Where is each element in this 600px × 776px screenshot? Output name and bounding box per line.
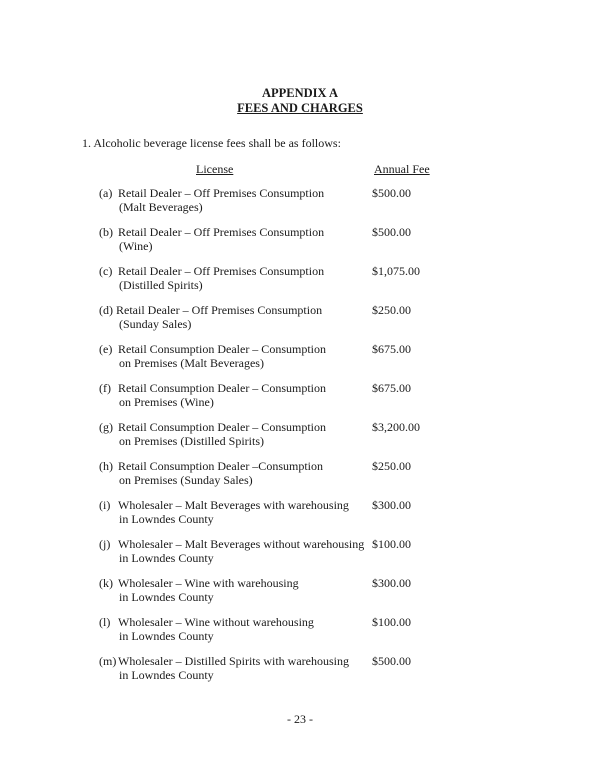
license-detail: on Premises (Malt Beverages) [119,356,264,370]
license-name: Retail Consumption Dealer – Consumption [118,420,326,434]
annual-fee-value: $300.00 [372,498,411,512]
fee-row [0,381,600,411]
row-marker: (j) [99,537,111,551]
license-detail: (Malt Beverages) [119,200,203,214]
appendix-title: APPENDIX A [261,86,339,100]
row-marker: (b) [99,225,113,239]
fee-row [0,615,600,645]
annual-fee-column-header: Annual Fee [374,162,430,176]
row-marker: (g) [99,420,113,434]
license-name: Wholesaler – Malt Beverages with warehousing [118,498,349,512]
license-detail: in Lowndes County [119,629,214,643]
license-detail: in Lowndes County [119,668,214,682]
license-column-header: License [196,162,234,176]
row-marker: (f) [99,381,111,395]
license-detail: (Wine) [119,239,153,253]
annual-fee-value: $1,075.00 [372,264,420,278]
row-marker: (c) [99,264,113,278]
license-detail: in Lowndes County [119,512,214,526]
fee-row [0,654,600,684]
fee-row [0,420,600,450]
annual-fee-value: $250.00 [372,459,411,473]
row-marker: (a) [99,186,113,200]
appendix-subtitle: FEES AND CHARGES [237,101,363,115]
row-marker: (d) [99,303,113,317]
license-name: Wholesaler – Malt Beverages without warehousing [118,537,365,551]
license-name: Retail Consumption Dealer – Consumption [118,381,326,395]
annual-fee-value: $3,200.00 [372,420,420,434]
license-name: Retail Dealer – Off Premises Consumption [116,303,323,317]
annual-fee-value: $100.00 [372,615,411,629]
license-detail: (Distilled Spirits) [119,278,203,292]
license-detail: on Premises (Wine) [119,395,214,409]
license-detail: in Lowndes County [119,551,214,565]
license-detail: (Sunday Sales) [119,317,192,331]
annual-fee-value: $675.00 [372,342,411,356]
fee-row [0,498,600,528]
annual-fee-value: $100.00 [372,537,411,551]
row-marker: (h) [99,459,113,473]
row-marker: (i) [99,498,111,512]
fee-row [0,186,600,216]
license-detail: in Lowndes County [119,590,214,604]
license-name: Wholesaler – Distilled Spirits with warehousing [118,654,349,668]
annual-fee-value: $300.00 [372,576,411,590]
row-marker: (e) [99,342,113,356]
license-name: Retail Dealer – Off Premises Consumption [118,264,325,278]
fee-row [0,459,600,489]
fee-row [0,225,600,255]
fee-row [0,576,600,606]
intro-text: 1. Alcoholic beverage license fees shall be as follows: [82,136,341,150]
license-name: Retail Consumption Dealer – Consumption [118,342,326,356]
license-name: Retail Dealer – Off Premises Consumption [118,186,325,200]
fee-row [0,342,600,372]
annual-fee-value: $500.00 [372,225,411,239]
annual-fee-value: $500.00 [372,654,411,668]
annual-fee-value: $500.00 [372,186,411,200]
annual-fee-value: $675.00 [372,381,411,395]
fee-row [0,303,600,333]
row-marker: (k) [99,576,113,590]
fee-row [0,537,600,567]
license-name: Wholesaler – Wine without warehousing [118,615,314,629]
fee-row [0,264,600,294]
license-detail: on Premises (Sunday Sales) [119,473,253,487]
row-marker: (m) [99,654,117,668]
license-name: Retail Consumption Dealer –Consumption [118,459,323,473]
row-marker: (l) [99,615,111,629]
annual-fee-value: $250.00 [372,303,411,317]
license-name: Wholesaler – Wine with warehousing [118,576,299,590]
page-number: - 23 - [287,712,313,726]
license-name: Retail Dealer – Off Premises Consumption [118,225,325,239]
license-detail: on Premises (Distilled Spirits) [119,434,264,448]
